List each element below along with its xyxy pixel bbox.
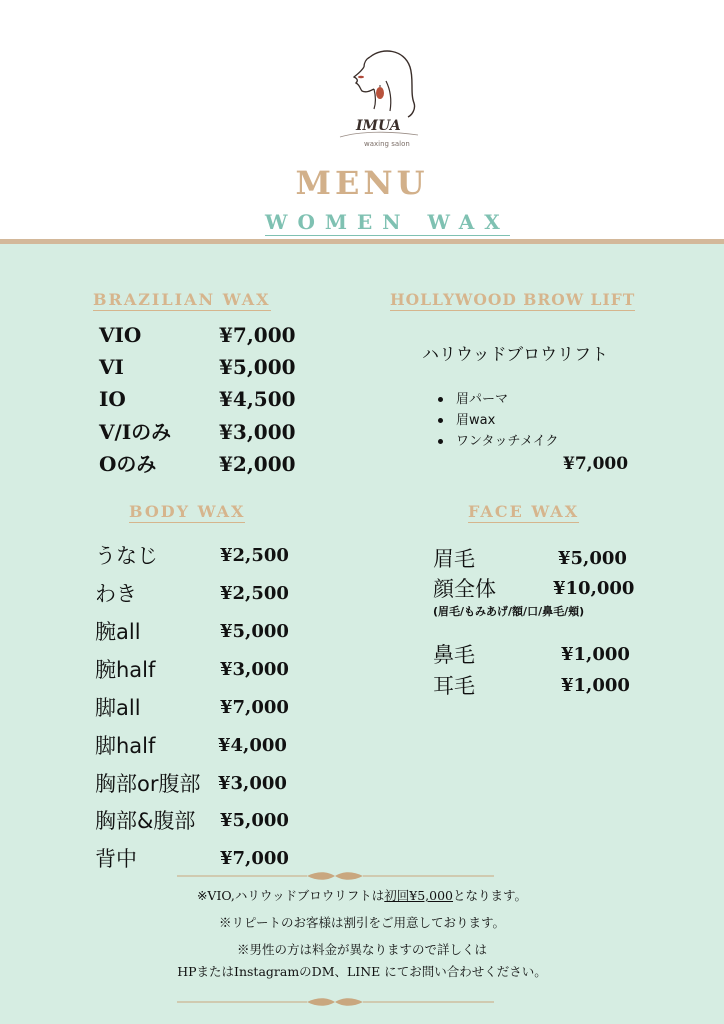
note-underlined: 初回¥5,000 xyxy=(384,888,454,903)
item-price: ¥4,000 xyxy=(218,735,287,756)
item-price: ¥3,000 xyxy=(220,659,289,680)
item-price: ¥3,000 xyxy=(219,420,296,444)
item-name: 脚half xyxy=(95,734,156,758)
price-row xyxy=(95,694,295,722)
note-text: となります。 xyxy=(453,888,528,903)
note-text: ※VIO,ハリウッドブロウリフトは xyxy=(196,888,385,903)
hollywood-list xyxy=(438,389,558,452)
price-row xyxy=(95,770,295,798)
brazilian-heading: BRAZILIAN WAX xyxy=(93,290,271,309)
hollywood-heading: HOLLYWOOD BROW LIFT xyxy=(390,290,636,309)
list-item: 眉wax xyxy=(438,410,558,431)
item-price: ¥1,000 xyxy=(561,644,630,665)
item-price: ¥1,000 xyxy=(561,675,630,696)
item-name: 脚all xyxy=(95,696,141,720)
item-price: ¥5,000 xyxy=(558,548,627,569)
list-item: 眉パーマ xyxy=(438,389,558,410)
item-name: VIO xyxy=(99,323,142,347)
price-row xyxy=(99,451,299,477)
item-price: ¥5,000 xyxy=(220,621,289,642)
price-row xyxy=(99,386,299,412)
price-row xyxy=(99,419,299,445)
note-line: ※男性の方は料金が異なりますので詳しくは xyxy=(236,942,487,957)
item-name: 胸部or腹部 xyxy=(95,772,201,796)
note-line xyxy=(0,886,724,904)
item-name: わき xyxy=(95,582,137,606)
item-name: IO xyxy=(99,387,126,411)
price-row xyxy=(433,672,633,700)
price-row xyxy=(95,732,295,760)
face-note: (眉毛/もみあげ/額/口/鼻毛/頬) xyxy=(433,605,585,618)
brand-tagline: waxing salon xyxy=(364,140,410,148)
price-row xyxy=(95,656,295,684)
item-price: ¥2,500 xyxy=(220,583,289,604)
hollywood-title: ハリウッドブロウリフト xyxy=(422,345,609,365)
item-price: ¥2,000 xyxy=(219,452,296,476)
item-price: ¥4,500 xyxy=(219,387,296,411)
item-name: Oのみ xyxy=(99,452,157,476)
price-row xyxy=(433,575,633,603)
item-price: ¥3,000 xyxy=(218,773,287,794)
price-row xyxy=(95,542,295,570)
page-subtitle: WOMEN WAX xyxy=(265,210,510,234)
item-name: 背中 xyxy=(95,847,137,871)
item-price: ¥5,000 xyxy=(220,810,289,831)
item-price: ¥2,500 xyxy=(220,545,289,566)
item-price: ¥10,000 xyxy=(553,578,635,599)
item-price: ¥7,000 xyxy=(219,323,296,347)
header-divider xyxy=(0,239,724,244)
page-title: MENU xyxy=(295,164,429,202)
hollywood-price: ¥7,000 xyxy=(563,454,629,474)
face-heading: FACE WAX xyxy=(468,502,580,521)
item-price: ¥7,000 xyxy=(220,848,289,869)
note-line: ※リピートのお客様は割引をご用意しております。 xyxy=(218,915,505,930)
price-row xyxy=(433,545,633,573)
item-name: VI xyxy=(99,355,124,379)
price-row xyxy=(95,845,295,873)
ornament-divider xyxy=(177,996,494,1008)
price-row xyxy=(95,580,295,608)
salon-logo xyxy=(330,45,426,155)
item-price: ¥5,000 xyxy=(219,355,296,379)
item-name: 顔全体 xyxy=(433,577,496,601)
item-name: V/Iのみ xyxy=(99,420,172,444)
ornament-divider xyxy=(177,870,494,882)
body-heading: BODY WAX xyxy=(129,502,246,521)
list-item: ワンタッチメイク xyxy=(438,431,558,452)
item-name: 腕all xyxy=(95,620,141,644)
note-line: HPまたはInstagramのDM、LINE にてお問い合わせください。 xyxy=(177,964,547,979)
item-name: 鼻毛 xyxy=(433,643,475,667)
price-row xyxy=(99,322,299,348)
item-name: うなじ xyxy=(95,544,158,568)
item-name: 眉毛 xyxy=(433,547,475,571)
item-name: 腕half xyxy=(95,658,156,682)
brand-name: IMUA xyxy=(356,118,401,134)
price-row xyxy=(433,641,633,669)
item-name: 耳毛 xyxy=(433,674,475,698)
price-row xyxy=(99,354,299,380)
price-row xyxy=(95,807,295,835)
item-name: 胸部&腹部 xyxy=(95,809,196,833)
price-row xyxy=(95,618,295,646)
item-price: ¥7,000 xyxy=(220,697,289,718)
